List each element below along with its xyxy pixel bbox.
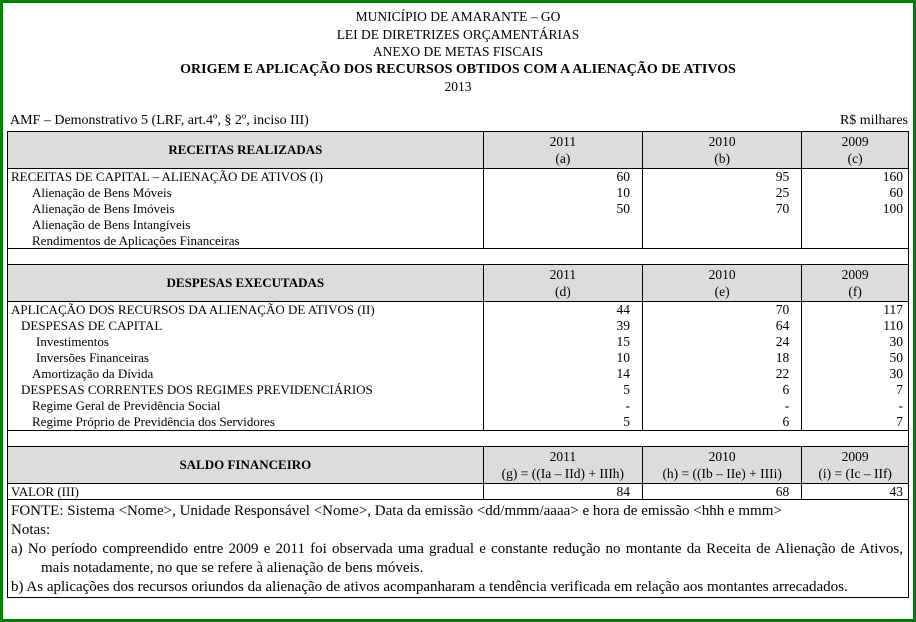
value-cell bbox=[643, 232, 802, 248]
value-cell: 6 bbox=[643, 382, 802, 398]
value-cell: 68 bbox=[643, 483, 802, 499]
value-cell bbox=[483, 232, 642, 248]
data-table-3 bbox=[8, 447, 908, 500]
data-table-2 bbox=[8, 265, 908, 430]
currency-unit-label: R$ milhares bbox=[839, 112, 908, 128]
year-column-header bbox=[483, 447, 642, 484]
value-cell: 7 bbox=[802, 414, 908, 430]
table-row bbox=[8, 398, 908, 414]
row-label: Amortização da Dívida bbox=[32, 366, 154, 381]
year-label: 2010 bbox=[708, 133, 736, 149]
column-ref-label: (c) bbox=[847, 150, 863, 166]
row-label: DESPESAS DE CAPITAL bbox=[21, 318, 163, 333]
table-row bbox=[8, 168, 908, 184]
value-cell: 60 bbox=[802, 184, 908, 200]
row-label: Inversões Financeiras bbox=[36, 350, 149, 365]
column-ref-label: (i) = (Ic – IIf) bbox=[818, 465, 892, 481]
year-label: 2009 bbox=[841, 133, 869, 149]
row-label: Regime Geral de Previdência Social bbox=[32, 398, 221, 413]
value-cell: 15 bbox=[483, 334, 642, 350]
year-column-header bbox=[802, 447, 908, 484]
report-title: ORIGEM E APLICAÇÃO DOS RECURSOS OBTIDOS COM A ALIENAÇÃO DE ATIVOS bbox=[180, 61, 736, 77]
value-cell: 70 bbox=[643, 200, 802, 216]
row-label: Alienação de Bens Móveis bbox=[32, 184, 172, 200]
value-cell: 22 bbox=[643, 366, 802, 382]
value-cell: 64 bbox=[643, 318, 802, 334]
year-column-header bbox=[643, 265, 802, 302]
value-cell: 50 bbox=[483, 200, 642, 216]
year-column-header bbox=[802, 132, 908, 169]
column-ref-label: (f) bbox=[848, 284, 862, 299]
annex-title: ANEXO DE METAS FISCAIS bbox=[372, 44, 544, 59]
source-line: FONTE: Sistema <Nome>, Unidade Responsável <Nome>, Data da emissão <dd/mmm/aaaa> e hora de emissão <hhh e mmm> bbox=[11, 503, 782, 519]
header-row bbox=[8, 265, 908, 302]
value-cell: 60 bbox=[483, 168, 642, 184]
amf-demonstrativo-label: AMF – Demonstrativo 5 (LRF, art.4º, § 2º, inciso III) bbox=[10, 112, 309, 128]
row-label: DESPESAS CORRENTES DOS REGIMES PREVIDENCIÁRIOS bbox=[21, 382, 373, 397]
tables-area bbox=[8, 132, 908, 501]
value-cell: 100 bbox=[802, 200, 908, 216]
doc-header bbox=[3, 3, 913, 96]
value-cell: 10 bbox=[483, 184, 642, 200]
year-column-header bbox=[483, 132, 642, 169]
year-column-header bbox=[643, 132, 802, 169]
value-cell: 84 bbox=[483, 483, 642, 499]
header-row bbox=[8, 447, 908, 484]
year-label: 2011 bbox=[549, 133, 577, 149]
value-cell: 110 bbox=[802, 318, 908, 334]
year-label: 2009 bbox=[841, 267, 869, 282]
table-title: SALDO FINANCEIRO bbox=[8, 447, 483, 484]
value-cell: 70 bbox=[643, 302, 802, 318]
row-label: Regime Próprio de Previdência dos Servidores bbox=[32, 414, 275, 429]
table-section-3 bbox=[8, 446, 908, 501]
year-column-header bbox=[643, 447, 802, 484]
value-cell bbox=[643, 216, 802, 232]
year-label: 2010 bbox=[708, 267, 736, 282]
note-a: a) No período compreendido entre 2009 e 2011 foi observada uma gradual e constante redução no montante da Receita de Alienação de Ativos, mais notadamente, no que se refere à alienação de bens móveis. bbox=[11, 541, 903, 576]
table-row bbox=[8, 334, 908, 350]
value-cell: 5 bbox=[483, 414, 642, 430]
value-cell: 39 bbox=[483, 318, 642, 334]
value-cell: 117 bbox=[802, 302, 908, 318]
value-cell bbox=[802, 232, 908, 248]
value-cell: 25 bbox=[643, 184, 802, 200]
year-label: 2011 bbox=[549, 267, 577, 282]
value-cell: 14 bbox=[483, 366, 642, 382]
amf-subheader bbox=[7, 112, 909, 131]
value-cell: 24 bbox=[643, 334, 802, 350]
row-label: Alienação de Bens Intangíveis bbox=[32, 216, 191, 232]
report-frame bbox=[7, 131, 909, 599]
municipality-title: MUNICÍPIO DE AMARANTE – GO bbox=[355, 9, 561, 24]
row-label: Alienação de Bens Imóveis bbox=[32, 200, 175, 216]
value-cell: - bbox=[802, 398, 908, 414]
value-cell: 50 bbox=[802, 350, 908, 366]
year-column-header bbox=[802, 265, 908, 302]
value-cell: 44 bbox=[483, 302, 642, 318]
column-ref-label: (e) bbox=[714, 284, 730, 299]
table-row bbox=[8, 216, 908, 232]
table-title: DESPESAS EXECUTADAS bbox=[8, 265, 483, 302]
table-row bbox=[8, 232, 908, 248]
table-row bbox=[8, 483, 908, 499]
value-cell: 160 bbox=[802, 168, 908, 184]
value-cell: 6 bbox=[643, 414, 802, 430]
notes-label: Notas: bbox=[11, 522, 51, 538]
value-cell: - bbox=[643, 398, 802, 414]
year-label: 2011 bbox=[549, 448, 577, 464]
table-row bbox=[8, 414, 908, 430]
value-cell: 5 bbox=[483, 382, 642, 398]
value-cell: 18 bbox=[643, 350, 802, 366]
table-row bbox=[8, 200, 908, 216]
value-cell bbox=[802, 216, 908, 232]
row-label: APLICAÇÃO DOS RECURSOS DA ALIENAÇÃO DE ATIVOS (II) bbox=[11, 302, 375, 318]
table-row bbox=[8, 382, 908, 398]
year-label: 2009 bbox=[841, 448, 869, 464]
value-cell bbox=[483, 216, 642, 232]
value-cell: 30 bbox=[802, 334, 908, 350]
value-cell: - bbox=[483, 398, 642, 414]
value-cell: 30 bbox=[802, 366, 908, 382]
law-title: LEI DE DIRETRIZES ORÇAMENTÁRIAS bbox=[336, 26, 580, 42]
year-label: 2010 bbox=[708, 448, 736, 464]
table-section-2 bbox=[8, 264, 908, 431]
column-ref-label: (d) bbox=[554, 284, 571, 299]
row-label: Rendimentos de Aplicações Financeiras bbox=[32, 232, 240, 248]
note-b: b) As aplicações dos recursos oriundos da alienação de ativos acompanharam a tendência verificada em relação aos montantes arrecadados. bbox=[11, 579, 848, 595]
column-ref-label: (g) = ((Ia – IId) + IIIh) bbox=[501, 465, 625, 481]
year-column-header bbox=[483, 265, 642, 302]
table-row bbox=[8, 184, 908, 200]
row-label: VALOR (III) bbox=[11, 483, 79, 499]
value-cell: 10 bbox=[483, 350, 642, 366]
column-ref-label: (a) bbox=[555, 150, 571, 166]
table-gap bbox=[8, 431, 908, 446]
column-ref-label: (h) = ((Ib – IIe) + IIIi) bbox=[662, 465, 782, 481]
table-row bbox=[8, 366, 908, 382]
table-row bbox=[8, 318, 908, 334]
data-table-1 bbox=[8, 132, 908, 249]
row-label: RECEITAS DE CAPITAL – ALIENAÇÃO DE ATIVOS (I) bbox=[11, 168, 323, 184]
report-year: 2013 bbox=[444, 79, 472, 94]
table-row bbox=[8, 302, 908, 318]
table-gap bbox=[8, 249, 908, 264]
table-row bbox=[8, 350, 908, 366]
column-ref-label: (b) bbox=[714, 150, 731, 166]
value-cell: 7 bbox=[802, 382, 908, 398]
row-label: Investimentos bbox=[36, 334, 109, 349]
table-title: RECEITAS REALIZADAS bbox=[8, 132, 483, 169]
header-row bbox=[8, 132, 908, 169]
value-cell: 95 bbox=[643, 168, 802, 184]
table-section-1 bbox=[8, 132, 908, 250]
value-cell: 43 bbox=[802, 483, 908, 499]
